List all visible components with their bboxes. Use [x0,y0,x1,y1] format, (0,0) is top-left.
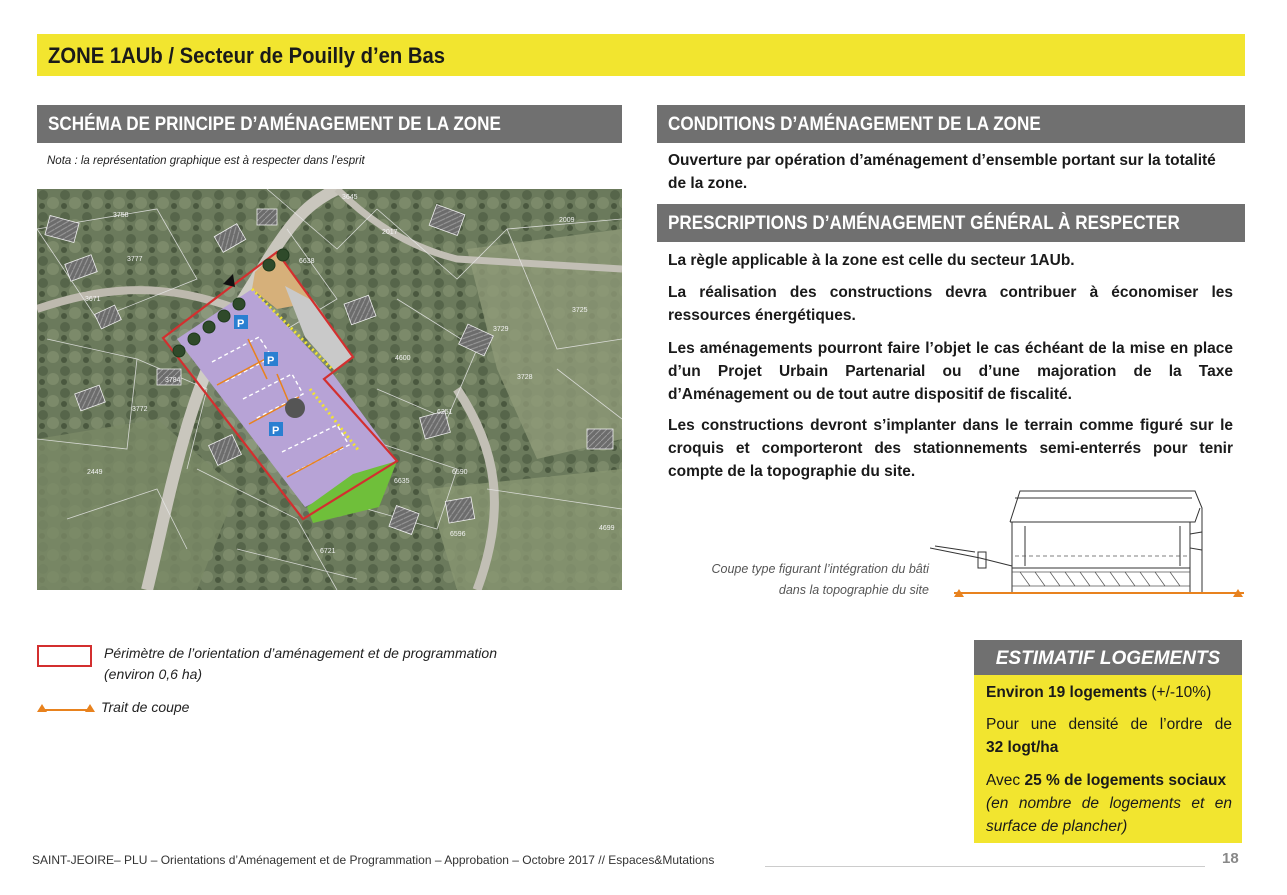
parcel-label: 4600 [395,355,411,362]
parcel-label: 3671 [85,296,101,303]
parcel-label: 3784 [165,377,181,384]
estimatif-margin: (+/-10%) [1147,684,1212,701]
parking-icon [264,352,278,367]
prescription-p4-line1: Les constructions devront s’implanter dans le terrain comme figuré sur le [668,417,1233,434]
page-number: 18 [1222,850,1239,867]
conditions-text [668,149,1233,195]
building-section-sketch-icon [930,486,1245,601]
conditions-heading-bar [657,105,1245,143]
estimatif-box [974,675,1242,843]
parcel-label: 2009 [559,217,575,224]
parcel-label: 3725 [572,307,588,314]
estimatif-avec: Avec [986,772,1025,789]
svg-text:P: P [272,425,280,437]
perimeter-legend-line1: Périmètre de l’orientation d’aménagement et de programmation [104,645,497,661]
parcel-label: 6590 [452,469,468,476]
parcel-label: 3758 [113,212,129,219]
prescription-p2-line1: La réalisation des constructions devra contribuer à économiser les [668,284,1233,301]
parcel-label: 3728 [517,374,533,381]
parcel-label: 6638 [299,258,315,265]
estimatif-line6: surface de plancher) [986,818,1128,835]
footer-divider [765,866,1205,867]
prescription-p3-line1: Les aménagements pourront faire l’objet le cas échéant de la mise en place [668,340,1233,357]
conditions-line1: Ouverture par opération d’aménagement d’ensemble portant sur la totalité [668,152,1216,169]
parcel-label: 3729 [493,326,509,333]
prescription-p1: La règle applicable à la zone est celle du secteur 1AUb. [668,252,1075,269]
prescription-p3-line3: d’Aménagement ou de tout autre dispositif de fiscalité. [668,386,1072,403]
estimatif-heading-bar [974,640,1242,675]
prescription-p4-line2: croquis et comporteront des stationnements semi-enterrés pour tenir [668,440,1233,457]
perimeter-legend-swatch [37,645,92,667]
coupe-legend: Trait de coupe [101,699,190,715]
schema-heading-bar [37,105,622,143]
estimatif-heading: ESTIMATIF LOGEMENTS [995,648,1221,669]
conditions-heading: CONDITIONS D’AMÉNAGEMENT DE LA ZONE [668,114,1041,135]
parcel-label: 6251 [437,409,453,416]
estimatif-line4 [986,769,1232,792]
footer-text: SAINT-JEOIRE– PLU – Orientations d’Aménagement et de Programmation – Approbation – Octobre 2017 // Espaces&Mutations [32,853,715,867]
page-title: ZONE 1AUb / Secteur de Pouilly d’en Bas [48,43,446,68]
parcel-label: 3645 [342,194,358,201]
conditions-line2: de la zone. [668,175,748,192]
nota-text: Nota : la représentation graphique est à respecter dans l’esprit [47,155,365,167]
svg-text:P: P [267,355,275,367]
perimeter-legend [104,643,497,685]
estimatif-density: 32 logt/ha [986,739,1059,756]
prescription-p3-line2: d’un Projet Urbain Partenarial ou d’une majoration de la Taxe [668,363,1233,380]
prescriptions-heading: PRESCRIPTIONS D’AMÉNAGEMENT GÉNÉRAL À RESPECTER [668,213,1180,234]
parcel-label: 6596 [450,531,466,538]
coupe-caption-line1: Coupe type figurant l’intégration du bâti [711,562,929,576]
coupe-caption [640,559,929,601]
prescriptions-heading-bar [657,204,1245,242]
estimatif-count: Environ 19 logements [986,684,1148,701]
parcel-label: 2017 [382,229,398,236]
estimatif-line5: (en nombre de logements et en [986,795,1232,812]
coupe-legend-icon [37,700,95,714]
perimeter-legend-line2: (environ 0,6 ha) [104,666,203,682]
parcel-label: 3777 [127,256,143,263]
estimatif-line2: Pour une densité de l’ordre de [986,716,1232,733]
parcel-label: 3772 [132,406,148,413]
coupe-caption-line2: dans la topographie du site [778,583,929,597]
prescription-p2-line2: ressources énergétiques. [668,307,856,324]
svg-text:P: P [237,318,245,330]
parcel-label: 6635 [394,478,410,485]
parking-icon [234,315,248,330]
estimatif-line1 [986,681,1232,704]
parcel-label: 4699 [599,525,615,532]
parcel-label: 2449 [87,469,103,476]
prescription-p4-line3: compte de la topographie du site. [668,463,916,480]
parcel-label: 6721 [320,548,336,555]
parking-icon [269,422,283,437]
site-plan-aerial-map-icon [37,189,622,590]
site-plan-map [37,189,622,590]
schema-heading: SCHÉMA DE PRINCIPE D’AMÉNAGEMENT DE LA ZONE [48,114,501,135]
estimatif-social: 25 % de logements sociaux [1024,772,1227,789]
title-bar [37,34,1245,76]
